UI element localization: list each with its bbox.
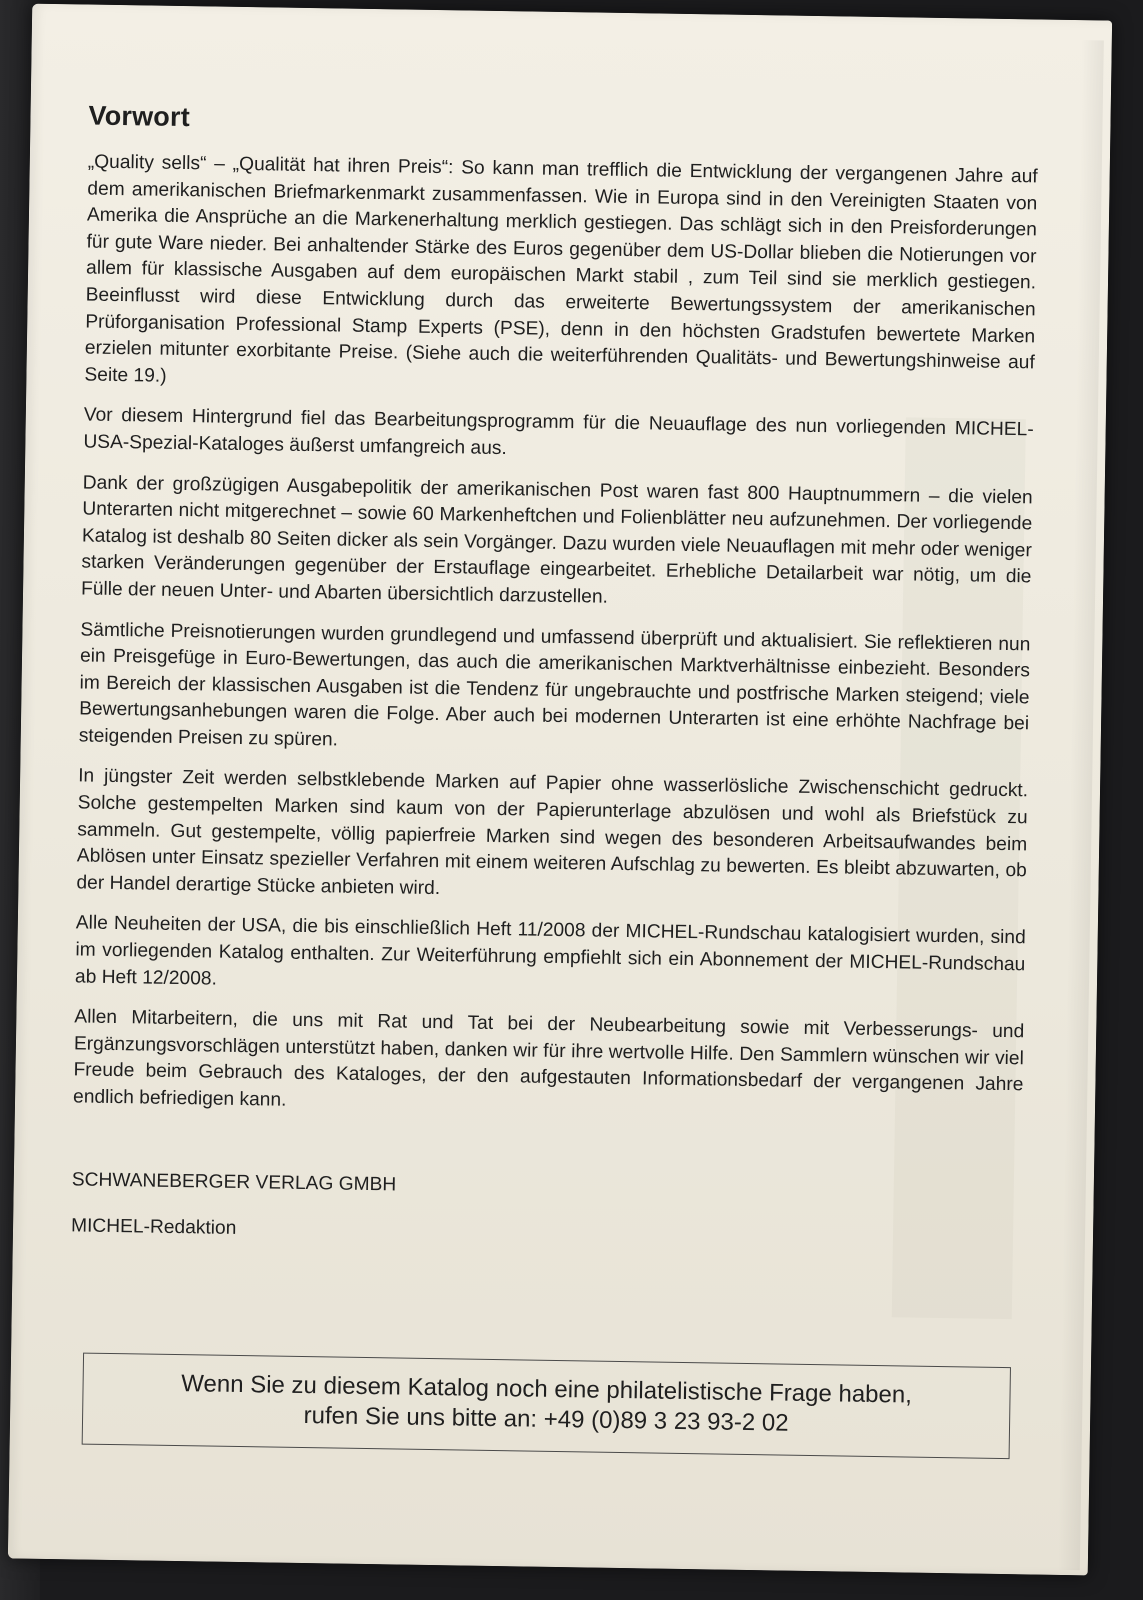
contact-info-box — [82, 1353, 1011, 1460]
page-content — [71, 101, 1039, 1274]
editor-name: MICHEL-Redaktion — [70, 1214, 237, 1239]
paragraph-new-issues: Alle Neuheiten der USA, die bis einschließlich Heft 11/2008 der MICHEL-Rundschau katalogisiert wurden, sind im vorliegenden Katalog enthalten. Zur Weiterführung empfiehlt sich ein Abonnement der MICHEL-Rundschau ab Heft 12/2008. — [74, 912, 1026, 990]
paragraph-new-numbers: Dank der großzügigen Ausgabepolitik der amerikanischen Post waren fast 800 Hauptnummern – die vielen Unterarten nicht mitgerechnet – sowie 60 Markenheftchen und Folienblätter neu aufzunehmen. Der vorliegende Katalog ist deshalb 80 Seiten dicker als sein Vorgänger. Dazu wurden viele Neuauflagen mit mehr oder weniger starken Veränderungen gegenüber der Erstauflage eingearbeitet. Erhebliche Detailarbeit war nötig, um die Fülle der neuen Unter- und Abarten übersichtlich darzustellen. — [80, 471, 1033, 608]
page-edge-shadow — [1058, 40, 1104, 1570]
signature-block — [71, 1167, 1022, 1254]
paragraph-quality-sells: „Quality sells“ – „Qualität hat ihren Preis“: So kann man trefflich die Entwicklung der vergangenen Jahre auf dem amerikanischen Briefmarkenmarkt zusammenfassen. Wie in Europa sind in den Vereinigten Staaten von Amerika die Ansprüche an die Markenerhaltung merklich gestiegen. Das schlägt sich in den Preisforderungen für gute Ware nieder. Bei anhaltender Stärke des Euros gegenüber dem US-Dollar blieben die Notierungen vor allem für klassische Ausgaben auf dem europäischen Markt stabil , zum Teil sind sie merklich gestiegen. Beeinflusst wird diese Entwicklung durch das erweiterte Bewertungssystem der amerikanischen Prüforganisation Professional Stamp Experts (PSE), denn in den höchsten Gradstufen bewertete Marken erzielen mitunter exorbitante Preise. (Siehe auch die weiterführenden Qualitäts- und Bewertungshinweise auf Seite 19.) — [84, 151, 1038, 387]
publisher-name: SCHWANEBERGER VERLAG GMBH — [71, 1168, 397, 1196]
contact-line-phone: rufen Sie uns bitte an: +49 (0)89 3 23 93-2 02 — [303, 1402, 789, 1437]
paragraph-price-updates: Sämtliche Preisnotierungen wurden grundlegend und umfassend überprüft und aktualisiert. Sie reflektieren nun ein Preisgefüge in Euro-Bewertungen, das auch die amerikanischen Marktverhältnisse einbezieht. Besonders im Bereich der klassischen Ausgaben ist die Tendenz für ungebrauchte und postfrische Marken steigend; viele Bewertungsanhebungen waren die Folge. Aber auch bei modernen Unterarten ist eine erhöhte Nachfrage bei steigenden Preisen zu spüren. — [78, 618, 1031, 751]
paragraph-self-adhesive: In jüngster Zeit werden selbstklebende Marken auf Papier ohne wasserlösliche Zwischenschicht gedruckt. Solche gestempelten Marken sind kaum von der Papierunterlage abzulösen und wohl als Briefstück zu sammeln. Gut gestempelte, völlig papierfreie Marken sind wegen des besonderen Arbeitsaufwandes beim Ablösen unter Einsatz spezieller Verfahren mit einem weiteren Aufschlag zu bewerten. Es bleibt abzuwarten, ob der Handel derartige Stücke anbieten wird. — [76, 765, 1029, 899]
paragraph-background: Vor diesem Hintergrund fiel das Bearbeitungsprogramm für die Neuauflage des nun vorliegenden MICHEL-USA-Spezial-Kataloges äußerst umfangreich aus. — [83, 404, 1034, 460]
paragraph-thanks: Allen Mitarbeitern, die uns mit Rat und Tat bei der Neubearbeitung sowie mit Verbesserungs- und Ergänzungsvorschlägen unterstützt haben, danken wir für ihre wertvolle Hilfe. Den Sammlern wünschen wir viel Freude beim Gebrauch des Kataloges, der den aufgestauten Informationsbedarf der vergangenen Jahre endlich befriedigen kann. — [72, 1006, 1025, 1111]
contact-line-question: Wenn Sie zu diesem Katalog noch eine philatelistische Frage haben, — [181, 1370, 913, 1409]
page-title: Vorwort — [88, 100, 191, 133]
catalog-page — [8, 4, 1112, 1576]
